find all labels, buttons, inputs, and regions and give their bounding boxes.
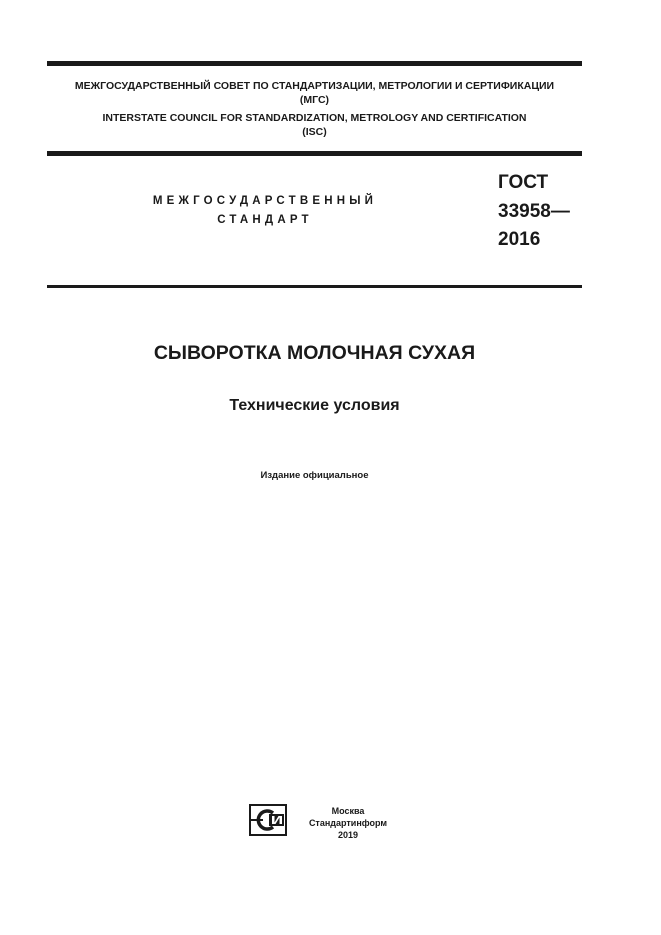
publisher-city: Москва [331,806,365,816]
top-rule [47,61,582,66]
gost-prefix: ГОСТ [498,172,549,193]
publisher-year: 2019 [337,830,359,840]
publisher-name: Стандартинформ [308,818,388,828]
council-name-ru: МЕЖГОСУДАРСТВЕННЫЙ СОВЕТ ПО СТАНДАРТИЗАЦИИ, МЕТРОЛОГИИ И СЕРТИФИКАЦИИ [74,80,555,92]
edition-note: Издание официальное [260,470,369,481]
gost-year: 2016 [498,229,541,250]
middle-rule [47,151,582,156]
council-abbr-en: (ISC) [302,126,327,138]
gost-number: 33958— [498,201,570,222]
document-title: СЫВОРОТКА МОЛОЧНАЯ СУХАЯ [153,342,476,364]
standard-type-line2: СТАНДАРТ [217,214,313,226]
bottom-rule [47,285,582,288]
standard-type-line1: МЕЖГОСУДАРСТВЕННЫЙ [152,195,378,207]
standartinform-logo-icon [249,804,287,836]
council-abbr-ru: (МГС) [299,94,330,106]
council-name-en: INTERSTATE COUNCIL FOR STANDARDIZATION, METROLOGY AND CERTIFICATION [102,112,527,124]
document-subtitle: Технические условия [229,397,400,414]
